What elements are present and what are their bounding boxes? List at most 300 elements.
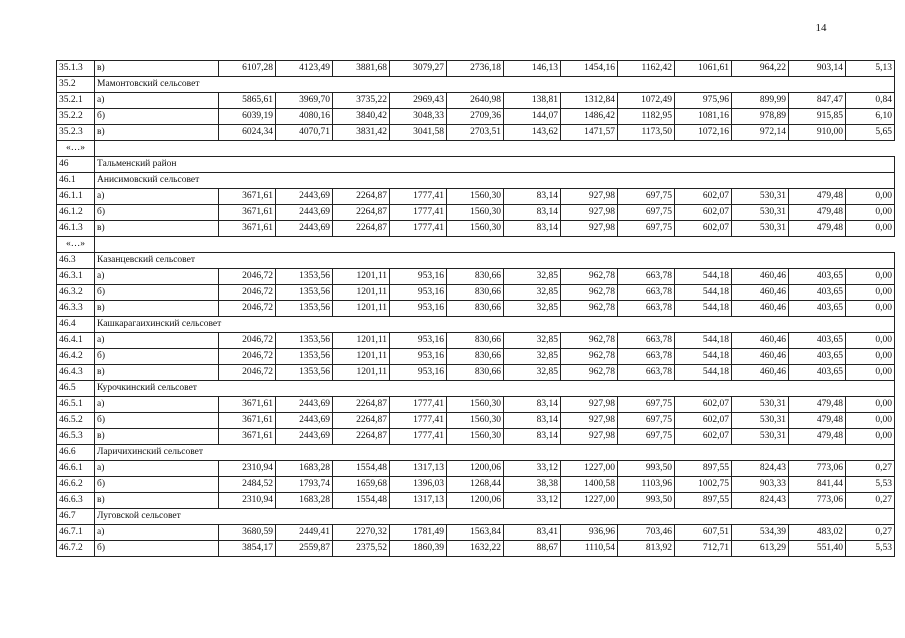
value-cell: 1268,44 <box>447 477 504 493</box>
value-cell: 1162,42 <box>618 61 675 77</box>
value-cell: 138,81 <box>504 93 561 109</box>
value-cell: 544,18 <box>675 269 732 285</box>
value-cell: 460,46 <box>732 269 789 285</box>
section-name: Мамонтовский сельсовет <box>95 77 895 93</box>
value-cell: 1353,56 <box>276 269 333 285</box>
section-name: Ларичихинский сельсовет <box>95 445 895 461</box>
value-cell: 2709,36 <box>447 109 504 125</box>
value-cell: 3671,61 <box>219 221 276 237</box>
value-cell: 824,43 <box>732 493 789 509</box>
value-cell: 2270,32 <box>333 525 390 541</box>
value-cell: 5,53 <box>846 541 895 557</box>
value-cell: 697,75 <box>618 429 675 445</box>
value-cell: 0,00 <box>846 413 895 429</box>
value-cell: 2046,72 <box>219 365 276 381</box>
value-cell: 544,18 <box>675 365 732 381</box>
value-cell: 83,14 <box>504 221 561 237</box>
ellipsis-row <box>57 141 895 157</box>
row-code: 35.1.3 <box>57 61 95 77</box>
value-cell: 1312,84 <box>561 93 618 109</box>
value-cell: 479,48 <box>789 189 846 205</box>
table-row <box>57 109 895 125</box>
ellipsis-spacer <box>95 237 895 253</box>
value-cell: 3680,59 <box>219 525 276 541</box>
value-cell: 830,66 <box>447 333 504 349</box>
value-cell: 1353,56 <box>276 333 333 349</box>
value-cell: 663,78 <box>618 269 675 285</box>
row-code: 46.1.1 <box>57 189 95 205</box>
value-cell: 663,78 <box>618 365 675 381</box>
row-code: 46.3.3 <box>57 301 95 317</box>
row-label: а) <box>95 461 219 477</box>
value-cell: 0,00 <box>846 285 895 301</box>
value-cell: 915,85 <box>789 109 846 125</box>
value-cell: 403,65 <box>789 301 846 317</box>
row-code: 46.1.2 <box>57 205 95 221</box>
row-code: 46.3 <box>57 253 95 269</box>
value-cell: 0,00 <box>846 333 895 349</box>
value-cell: 1317,13 <box>390 493 447 509</box>
value-cell: 4070,71 <box>276 125 333 141</box>
value-cell: 2264,87 <box>333 429 390 445</box>
value-cell: 2310,94 <box>219 461 276 477</box>
value-cell: 3969,70 <box>276 93 333 109</box>
value-cell: 2046,72 <box>219 349 276 365</box>
table-body <box>57 61 895 557</box>
value-cell: 697,75 <box>618 189 675 205</box>
value-cell: 3671,61 <box>219 189 276 205</box>
value-cell: 146,13 <box>504 61 561 77</box>
value-cell: 83,14 <box>504 189 561 205</box>
value-cell: 2310,94 <box>219 493 276 509</box>
value-cell: 1781,49 <box>390 525 447 541</box>
value-cell: 663,78 <box>618 301 675 317</box>
value-cell: 953,16 <box>390 333 447 349</box>
value-cell: 1632,22 <box>447 541 504 557</box>
value-cell: 2443,69 <box>276 413 333 429</box>
section-name: Кашкарагаихинский сельсовет <box>95 317 895 333</box>
value-cell: 927,98 <box>561 429 618 445</box>
value-cell: 1182,95 <box>618 109 675 125</box>
row-code: 35.2.3 <box>57 125 95 141</box>
value-cell: 993,50 <box>618 461 675 477</box>
value-cell: 0,00 <box>846 429 895 445</box>
row-label: а) <box>95 397 219 413</box>
value-cell: 1777,41 <box>390 221 447 237</box>
value-cell: 479,48 <box>789 413 846 429</box>
value-cell: 3881,68 <box>333 61 390 77</box>
value-cell: 32,85 <box>504 301 561 317</box>
value-cell: 403,65 <box>789 365 846 381</box>
ellipsis-row <box>57 237 895 253</box>
table-row <box>57 221 895 237</box>
value-cell: 927,98 <box>561 413 618 429</box>
value-cell: 1072,49 <box>618 93 675 109</box>
value-cell: 479,48 <box>789 397 846 413</box>
section-row <box>57 509 895 525</box>
row-label: б) <box>95 349 219 365</box>
value-cell: 953,16 <box>390 301 447 317</box>
table-row <box>57 477 895 493</box>
value-cell: 2449,41 <box>276 525 333 541</box>
table-row <box>57 461 895 477</box>
value-cell: 2046,72 <box>219 269 276 285</box>
table-row <box>57 397 895 413</box>
value-cell: 143,62 <box>504 125 561 141</box>
table-row <box>57 493 895 509</box>
value-cell: 6,10 <box>846 109 895 125</box>
row-code: 46.7.1 <box>57 525 95 541</box>
value-cell: 0,00 <box>846 301 895 317</box>
value-cell: 3831,42 <box>333 125 390 141</box>
row-code: 46.4.1 <box>57 333 95 349</box>
row-label: в) <box>95 61 219 77</box>
value-cell: 534,39 <box>732 525 789 541</box>
value-cell: 602,07 <box>675 413 732 429</box>
value-cell: 33,12 <box>504 493 561 509</box>
value-cell: 1793,74 <box>276 477 333 493</box>
value-cell: 1061,61 <box>675 61 732 77</box>
row-label: а) <box>95 269 219 285</box>
value-cell: 1201,11 <box>333 349 390 365</box>
table-row <box>57 301 895 317</box>
value-cell: 1173,50 <box>618 125 675 141</box>
value-cell: 1002,75 <box>675 477 732 493</box>
value-cell: 403,65 <box>789 349 846 365</box>
value-cell: 6039,19 <box>219 109 276 125</box>
value-cell: 962,78 <box>561 285 618 301</box>
value-cell: 5,53 <box>846 477 895 493</box>
row-label: б) <box>95 109 219 125</box>
row-label: в) <box>95 493 219 509</box>
value-cell: 1560,30 <box>447 221 504 237</box>
row-code: 46.3.1 <box>57 269 95 285</box>
value-cell: 2443,69 <box>276 221 333 237</box>
value-cell: 613,29 <box>732 541 789 557</box>
value-cell: 602,07 <box>675 205 732 221</box>
value-cell: 1201,11 <box>333 301 390 317</box>
value-cell: 83,14 <box>504 429 561 445</box>
value-cell: 88,67 <box>504 541 561 557</box>
value-cell: 899,99 <box>732 93 789 109</box>
value-cell: 1560,30 <box>447 413 504 429</box>
value-cell: 1486,42 <box>561 109 618 125</box>
value-cell: 83,14 <box>504 205 561 221</box>
value-cell: 703,46 <box>618 525 675 541</box>
value-cell: 4080,16 <box>276 109 333 125</box>
value-cell: 3671,61 <box>219 429 276 445</box>
value-cell: 663,78 <box>618 285 675 301</box>
value-cell: 403,65 <box>789 285 846 301</box>
value-cell: 1560,30 <box>447 397 504 413</box>
value-cell: 830,66 <box>447 349 504 365</box>
row-code: 46.4 <box>57 317 95 333</box>
value-cell: 962,78 <box>561 269 618 285</box>
section-row <box>57 317 895 333</box>
value-cell: 3735,22 <box>333 93 390 109</box>
value-cell: 144,07 <box>504 109 561 125</box>
value-cell: 1554,48 <box>333 493 390 509</box>
row-code: 46 <box>57 157 95 173</box>
value-cell: 32,85 <box>504 333 561 349</box>
row-code: 46.6 <box>57 445 95 461</box>
section-row <box>57 445 895 461</box>
value-cell: 530,31 <box>732 189 789 205</box>
value-cell: 1201,11 <box>333 269 390 285</box>
value-cell: 978,89 <box>732 109 789 125</box>
value-cell: 0,00 <box>846 397 895 413</box>
row-code: 46.1.3 <box>57 221 95 237</box>
value-cell: 903,33 <box>732 477 789 493</box>
value-cell: 32,85 <box>504 285 561 301</box>
value-cell: 962,78 <box>561 333 618 349</box>
table-row <box>57 525 895 541</box>
row-label: в) <box>95 125 219 141</box>
row-label: в) <box>95 365 219 381</box>
value-cell: 2264,87 <box>333 189 390 205</box>
value-cell: 1860,39 <box>390 541 447 557</box>
section-name: Курочкинский сельсовет <box>95 381 895 397</box>
value-cell: 697,75 <box>618 413 675 429</box>
value-cell: 663,78 <box>618 349 675 365</box>
value-cell: 936,96 <box>561 525 618 541</box>
value-cell: 1400,58 <box>561 477 618 493</box>
value-cell: 0,00 <box>846 189 895 205</box>
value-cell: 2640,98 <box>447 93 504 109</box>
value-cell: 5865,61 <box>219 93 276 109</box>
value-cell: 0,27 <box>846 461 895 477</box>
table-row <box>57 429 895 445</box>
value-cell: 1317,13 <box>390 461 447 477</box>
value-cell: 403,65 <box>789 269 846 285</box>
row-label: б) <box>95 413 219 429</box>
value-cell: 83,14 <box>504 413 561 429</box>
value-cell: 2046,72 <box>219 301 276 317</box>
value-cell: 910,00 <box>789 125 846 141</box>
row-code: 46.5.3 <box>57 429 95 445</box>
value-cell: 1201,11 <box>333 333 390 349</box>
value-cell: 830,66 <box>447 301 504 317</box>
value-cell: 2703,51 <box>447 125 504 141</box>
value-cell: 1471,57 <box>561 125 618 141</box>
value-cell: 1227,00 <box>561 493 618 509</box>
row-label: а) <box>95 189 219 205</box>
value-cell: 0,27 <box>846 493 895 509</box>
value-cell: 2443,69 <box>276 429 333 445</box>
value-cell: 663,78 <box>618 333 675 349</box>
row-code: 35.2.2 <box>57 109 95 125</box>
value-cell: 602,07 <box>675 429 732 445</box>
value-cell: 483,02 <box>789 525 846 541</box>
value-cell: 530,31 <box>732 413 789 429</box>
row-label: а) <box>95 93 219 109</box>
value-cell: 1560,30 <box>447 205 504 221</box>
row-label: б) <box>95 541 219 557</box>
value-cell: 2443,69 <box>276 397 333 413</box>
value-cell: 3671,61 <box>219 205 276 221</box>
value-cell: 544,18 <box>675 349 732 365</box>
row-label: в) <box>95 301 219 317</box>
value-cell: 460,46 <box>732 301 789 317</box>
value-cell: 697,75 <box>618 205 675 221</box>
value-cell: 903,14 <box>789 61 846 77</box>
value-cell: 4123,49 <box>276 61 333 77</box>
value-cell: 1353,56 <box>276 301 333 317</box>
table-row <box>57 205 895 221</box>
value-cell: 897,55 <box>675 493 732 509</box>
value-cell: 83,41 <box>504 525 561 541</box>
section-row <box>57 173 895 189</box>
value-cell: 530,31 <box>732 221 789 237</box>
value-cell: 927,98 <box>561 189 618 205</box>
row-label: а) <box>95 525 219 541</box>
value-cell: 2443,69 <box>276 189 333 205</box>
value-cell: 1454,16 <box>561 61 618 77</box>
value-cell: 544,18 <box>675 285 732 301</box>
value-cell: 2559,87 <box>276 541 333 557</box>
row-code: 46.7.2 <box>57 541 95 557</box>
value-cell: 0,00 <box>846 349 895 365</box>
value-cell: 1227,00 <box>561 461 618 477</box>
value-cell: 6107,28 <box>219 61 276 77</box>
table-row <box>57 93 895 109</box>
value-cell: 1777,41 <box>390 397 447 413</box>
table-row <box>57 189 895 205</box>
value-cell: 460,46 <box>732 333 789 349</box>
value-cell: 1353,56 <box>276 365 333 381</box>
value-cell: 1777,41 <box>390 189 447 205</box>
value-cell: 813,92 <box>618 541 675 557</box>
tariff-table <box>56 60 895 557</box>
value-cell: 1200,06 <box>447 493 504 509</box>
row-label: б) <box>95 285 219 301</box>
value-cell: 830,66 <box>447 285 504 301</box>
value-cell: 2046,72 <box>219 285 276 301</box>
value-cell: 964,22 <box>732 61 789 77</box>
value-cell: 551,40 <box>789 541 846 557</box>
value-cell: 953,16 <box>390 365 447 381</box>
value-cell: 3671,61 <box>219 397 276 413</box>
table-row <box>57 541 895 557</box>
row-code: 46.6.2 <box>57 477 95 493</box>
value-cell: 530,31 <box>732 429 789 445</box>
value-cell: 5,13 <box>846 61 895 77</box>
value-cell: 1072,16 <box>675 125 732 141</box>
row-code: 46.5.1 <box>57 397 95 413</box>
value-cell: 697,75 <box>618 397 675 413</box>
value-cell: 403,65 <box>789 333 846 349</box>
section-row <box>57 253 895 269</box>
value-cell: 927,98 <box>561 205 618 221</box>
row-code: 35.2.1 <box>57 93 95 109</box>
value-cell: 2736,18 <box>447 61 504 77</box>
row-label: в) <box>95 429 219 445</box>
value-cell: 972,14 <box>732 125 789 141</box>
value-cell: 830,66 <box>447 269 504 285</box>
row-code: 46.7 <box>57 509 95 525</box>
value-cell: 953,16 <box>390 349 447 365</box>
value-cell: 1659,68 <box>333 477 390 493</box>
value-cell: 2264,87 <box>333 205 390 221</box>
value-cell: 2969,43 <box>390 93 447 109</box>
value-cell: 544,18 <box>675 333 732 349</box>
value-cell: 0,00 <box>846 221 895 237</box>
table-row <box>57 413 895 429</box>
row-code: 46.4.2 <box>57 349 95 365</box>
row-code: 46.4.3 <box>57 365 95 381</box>
value-cell: 1777,41 <box>390 413 447 429</box>
value-cell: 953,16 <box>390 285 447 301</box>
table-row <box>57 269 895 285</box>
value-cell: 83,14 <box>504 397 561 413</box>
page-number: 14 <box>815 22 827 34</box>
value-cell: 824,43 <box>732 461 789 477</box>
value-cell: 975,96 <box>675 93 732 109</box>
table-row <box>57 285 895 301</box>
value-cell: 1563,84 <box>447 525 504 541</box>
row-code: 35.2 <box>57 77 95 93</box>
value-cell: 897,55 <box>675 461 732 477</box>
value-cell: 602,07 <box>675 221 732 237</box>
value-cell: 1110,54 <box>561 541 618 557</box>
value-cell: 3840,42 <box>333 109 390 125</box>
value-cell: 32,85 <box>504 269 561 285</box>
value-cell: 1081,16 <box>675 109 732 125</box>
value-cell: 0,00 <box>846 269 895 285</box>
value-cell: 0,84 <box>846 93 895 109</box>
value-cell: 602,07 <box>675 189 732 205</box>
value-cell: 1683,28 <box>276 461 333 477</box>
value-cell: 1396,03 <box>390 477 447 493</box>
value-cell: 962,78 <box>561 349 618 365</box>
value-cell: 0,00 <box>846 205 895 221</box>
value-cell: 460,46 <box>732 349 789 365</box>
section-row <box>57 157 895 173</box>
value-cell: 993,50 <box>618 493 675 509</box>
table-row <box>57 333 895 349</box>
row-label: б) <box>95 205 219 221</box>
row-code: 46.6.1 <box>57 461 95 477</box>
value-cell: 1560,30 <box>447 429 504 445</box>
value-cell: 1103,96 <box>618 477 675 493</box>
value-cell: 962,78 <box>561 301 618 317</box>
value-cell: 38,38 <box>504 477 561 493</box>
value-cell: 479,48 <box>789 221 846 237</box>
row-code: 46.1 <box>57 173 95 189</box>
value-cell: 2046,72 <box>219 333 276 349</box>
value-cell: 1560,30 <box>447 189 504 205</box>
table-row <box>57 349 895 365</box>
section-name: Анисимовский сельсовет <box>95 173 895 189</box>
row-label: в) <box>95 221 219 237</box>
row-code: 46.5.2 <box>57 413 95 429</box>
value-cell: 1777,41 <box>390 429 447 445</box>
value-cell: 0,00 <box>846 365 895 381</box>
table-row <box>57 125 895 141</box>
value-cell: 602,07 <box>675 397 732 413</box>
value-cell: 1353,56 <box>276 349 333 365</box>
value-cell: 544,18 <box>675 301 732 317</box>
value-cell: 773,06 <box>789 493 846 509</box>
section-row <box>57 77 895 93</box>
value-cell: 1683,28 <box>276 493 333 509</box>
value-cell: 3048,33 <box>390 109 447 125</box>
value-cell: 2375,52 <box>333 541 390 557</box>
value-cell: 697,75 <box>618 221 675 237</box>
value-cell: 479,48 <box>789 429 846 445</box>
value-cell: 847,47 <box>789 93 846 109</box>
value-cell: 830,66 <box>447 365 504 381</box>
